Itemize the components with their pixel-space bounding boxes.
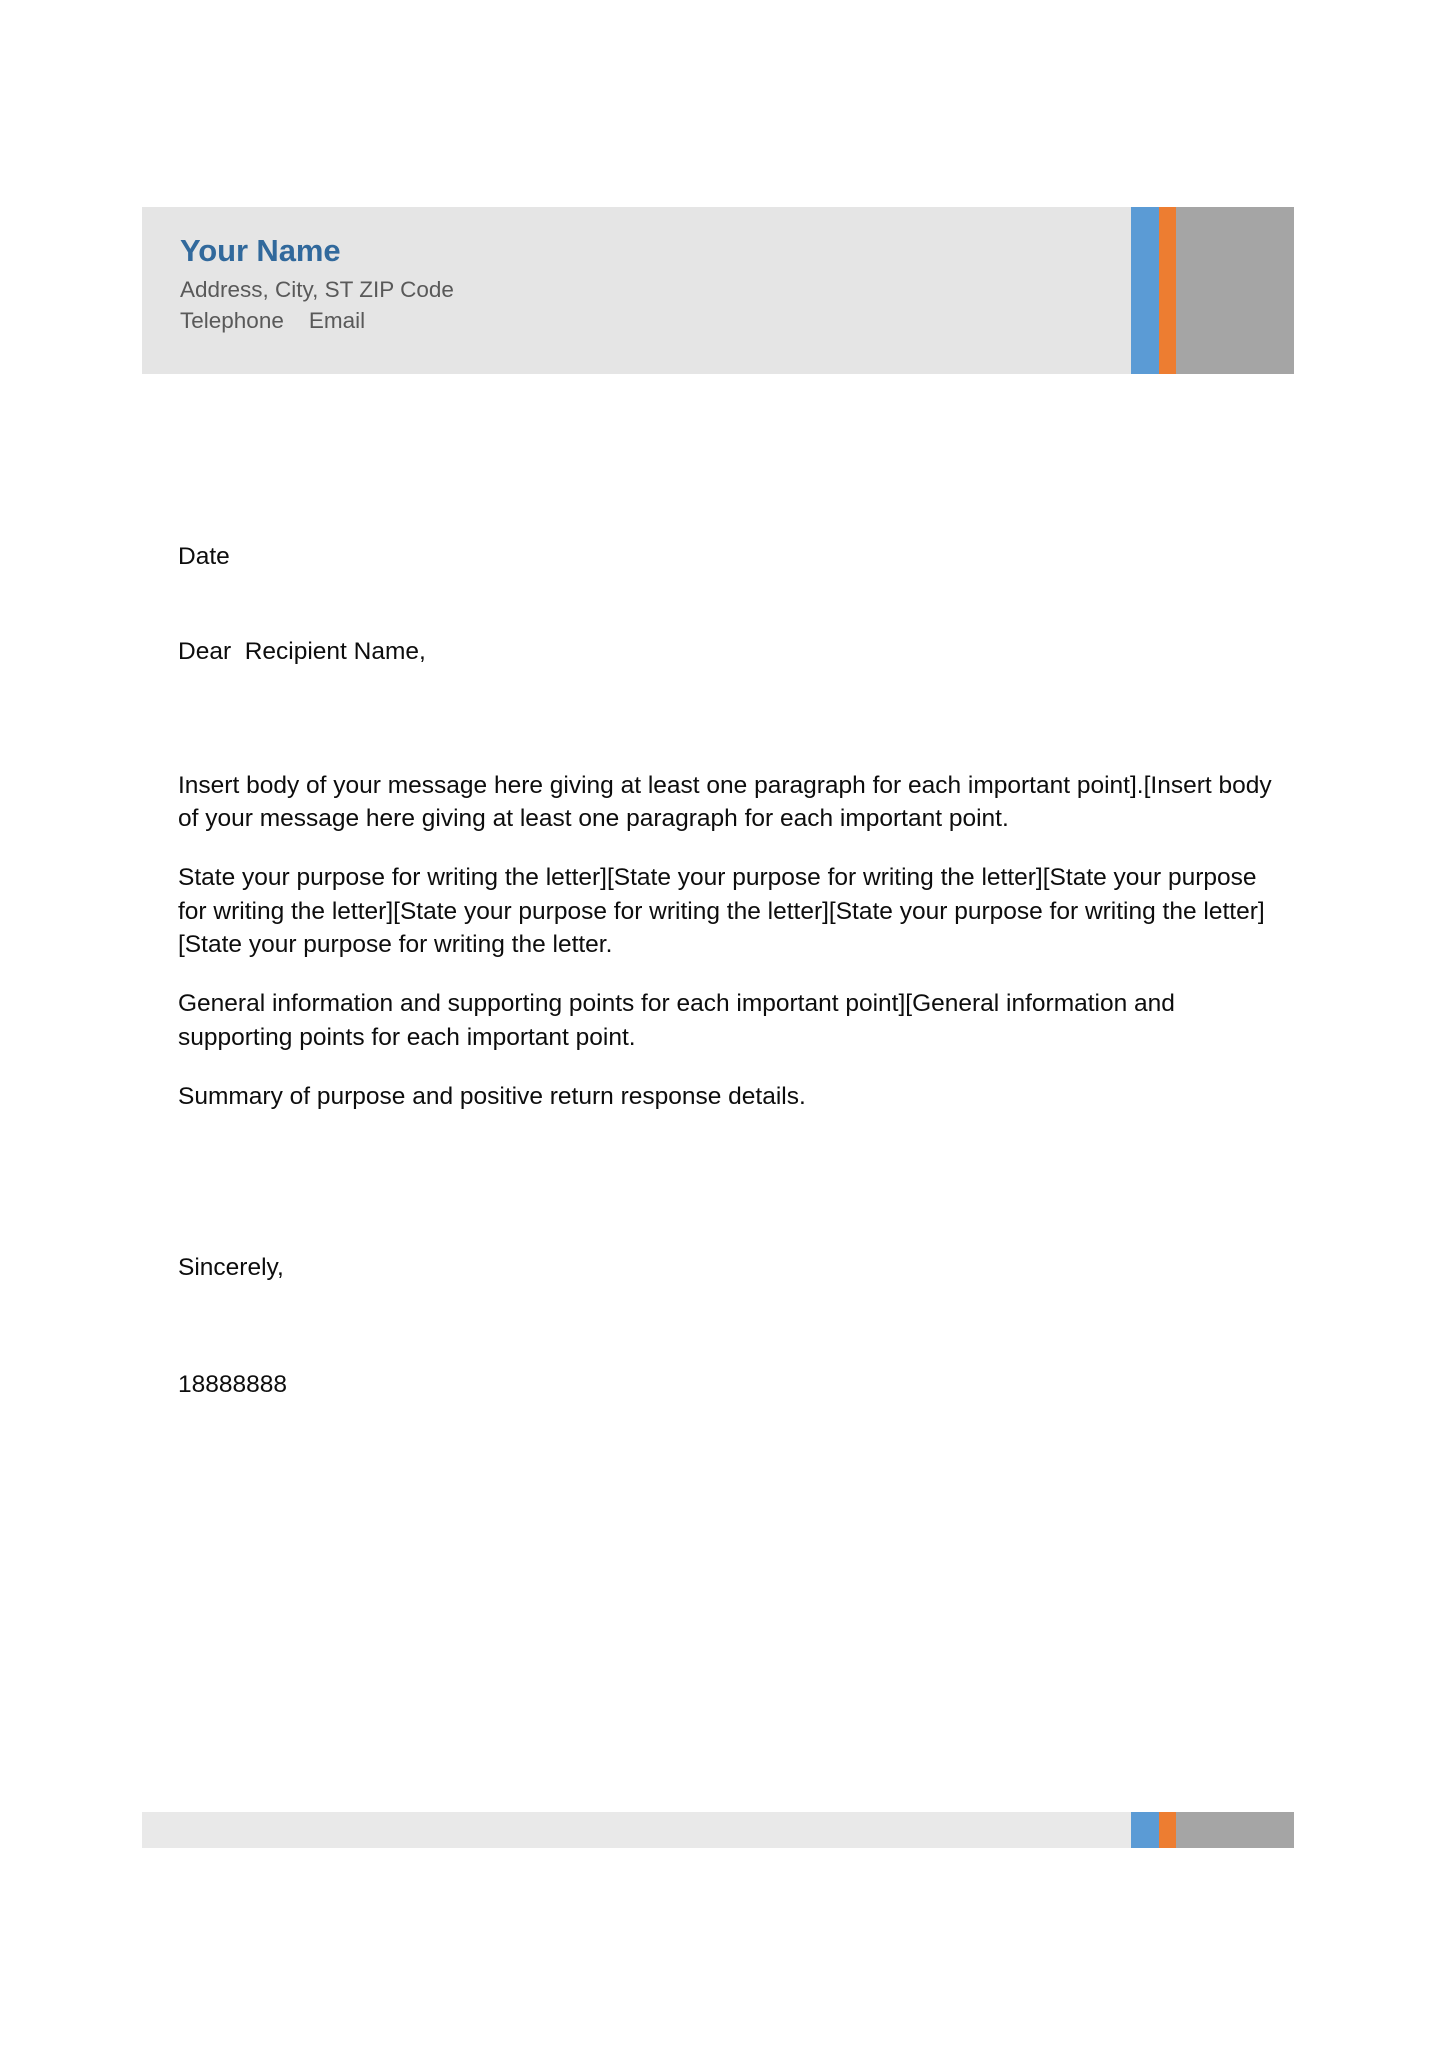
body-paragraph-1: Insert body of your message here giving at least one paragraph for each important point].[Insert body of your message here giving at least one paragraph for each important point.: [178, 771, 1272, 832]
letterhead-banner: [142, 207, 1294, 374]
body-paragraph-4: Summary of purpose and positive return response details.: [178, 1082, 806, 1110]
body-paragraph-2: State your purpose for writing the letter][State your purpose for writing the letter][State your purpose for writing the letter][State your purpose for writing the letter][State your purpose for writing the letter][State your purpose for writing the letter.: [178, 864, 1265, 958]
sender-name: Your Name: [180, 233, 341, 268]
body-paragraph-3: General information and supporting points for each important point][General information and supporting points for each important point.: [178, 990, 1175, 1051]
sender-address: Address, City, ST ZIP Code: [180, 276, 454, 302]
closing-line: Sincerely,: [178, 1254, 284, 1282]
header-accent-bars: [1131, 207, 1294, 374]
header-accent-gray-block: [1176, 207, 1294, 374]
header-accent-blue-bar: [1131, 207, 1159, 374]
date-line: Date: [178, 543, 230, 570]
header-accent-orange-bar: [1159, 207, 1176, 374]
signature-line: 18888888: [178, 1371, 288, 1399]
footer-accent-gray-block: [1176, 1812, 1294, 1848]
footer-banner: [142, 1812, 1294, 1848]
letterhead-contact-block: [142, 207, 1131, 374]
letter-body: [178, 540, 1278, 1402]
footer-accent-orange-bar: [1159, 1812, 1176, 1848]
footer-accent-blue-bar: [1131, 1812, 1159, 1848]
salutation-line: Dear Recipient Name,: [178, 638, 426, 666]
sender-contact: Telephone Email: [180, 308, 366, 334]
footer-spacer: [142, 1812, 1131, 1848]
